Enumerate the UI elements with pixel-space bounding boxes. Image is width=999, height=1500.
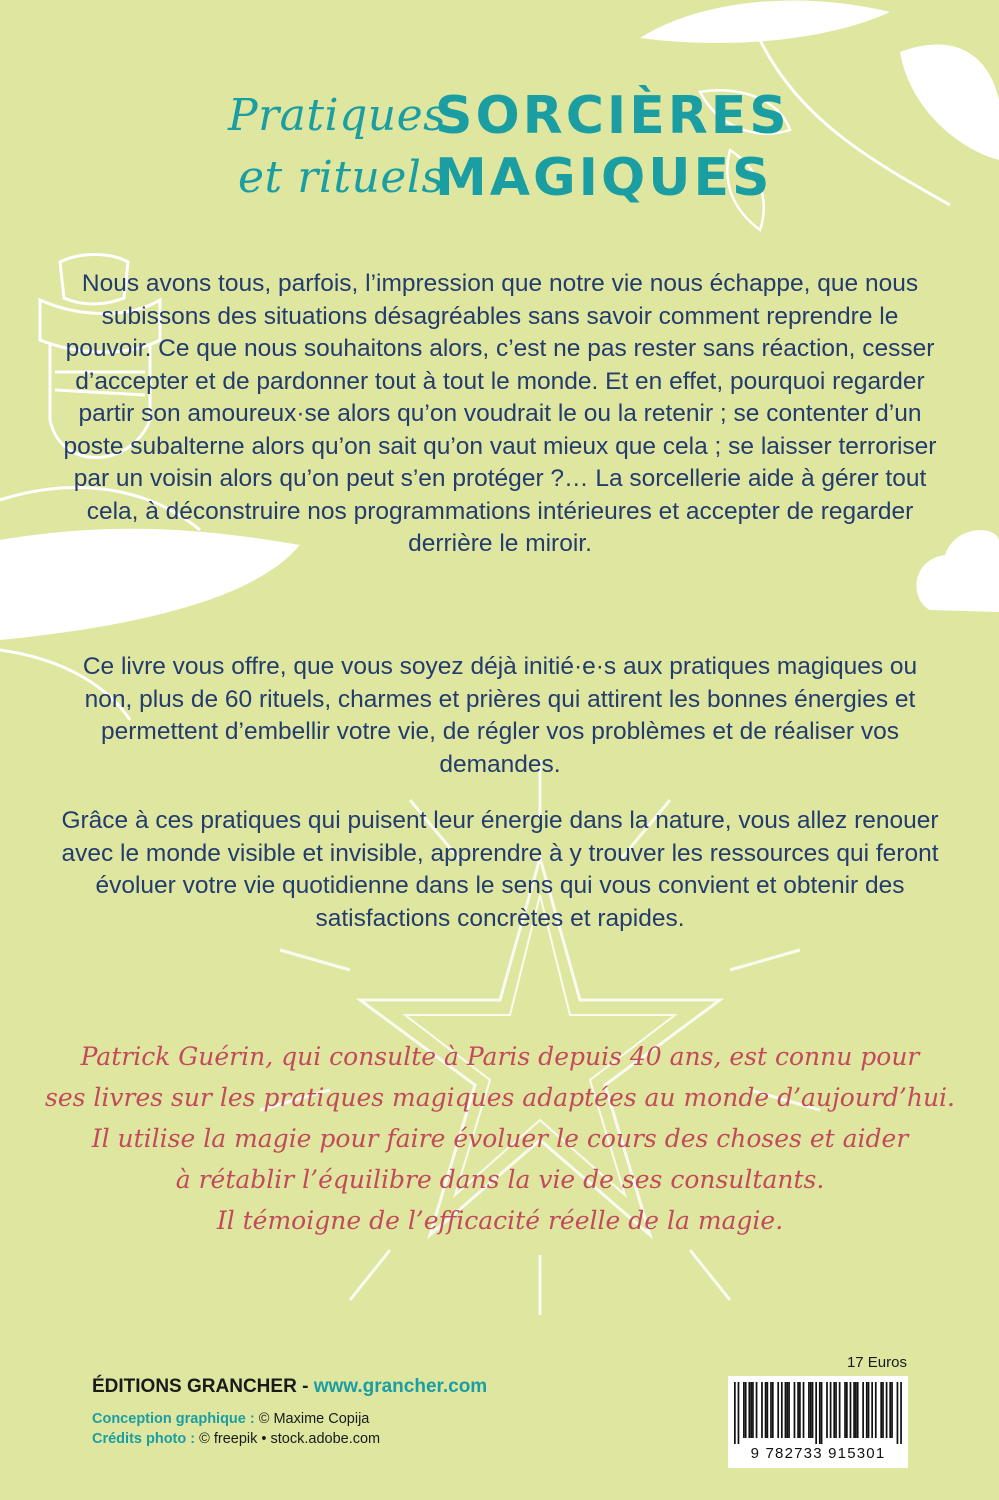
design-credit-label: Conception graphique : [92,1411,255,1427]
author-bio [40,1036,960,1241]
barcode-bar [799,1382,801,1438]
barcode-bar [786,1382,788,1438]
barcode-bar [871,1382,873,1438]
barcode-bar [765,1382,767,1438]
barcode-bar [830,1382,832,1438]
barcode-number: 9 782733 915301 [750,1445,886,1462]
price-label: 17 Euros [846,1354,907,1371]
description-paragraph-1-text: Nous avons tous, parfois, l’impression que notre vie nous échappe, que nous subissons des situations désagréables sans savoir comment reprendre le pouvoir. Ce que nous souhaitons alors, c’est ne pas rester sans réaction, cesser d’accepter et de pardonner tout à tout le monde. Et en effet, pourquoi regarder partir son amoureux·se alors qu’on voudrait le ou la retenir ; se contenter d’un poste subalterne alors qu’on sait qu’on vaut mieux que cela ; se laisser terroriser par un voisin alors qu’on peut s’en protéger ?… La sorcellerie aide à gérer tout cela, à déconstruire nos programmations intérieures et accepter de regarder derrière le miroir. [63,270,937,557]
barcode-bar [844,1382,846,1438]
barcode-bar [886,1382,888,1438]
barcode-bar [819,1382,821,1444]
barcode-bar [803,1382,805,1438]
barcode-bar [788,1382,790,1438]
barcode-bar [900,1382,902,1444]
barcode-bar [794,1382,796,1438]
author-bio-line: Patrick Guérin, qui consulte à Paris depuis 40 ans, est connu pour [80,1042,920,1071]
barcode-bar [815,1382,817,1444]
title-bold-line-2: MAGIQUES [435,148,773,208]
photo-credit-value: © freepik • stock.adobe.com [199,1431,381,1447]
author-bio-line: Il utilise la magie pour faire évoluer le cours des choses et aider [91,1124,909,1153]
barcode-bar [756,1382,758,1438]
title-bold-line-1: SORCIÈRES [435,86,790,146]
barcode-bar [752,1382,754,1438]
photo-credit [92,1431,380,1447]
barcode-bar [781,1382,783,1438]
barcode-bar [770,1382,772,1438]
barcode-bar [761,1382,763,1438]
description-paragraph-3-text: Grâce à ces pratiques qui puisent leur énergie dans la nature, vous allez renouer avec le monde visible et invisible, apprendre à y trouver les ressources qui feront évoluer votre vie quotidienne dans le sens qui vous convient et obtenir des satisfactions concrètes et rapides. [61,807,939,932]
description-paragraph-2-text: Ce livre vous offre, que vous soyez déjà initié·e·s aux pratiques magiques ou non, plus de 60 rituels, charmes et prières qui attirent les bonnes énergies et permettent d’embellir votre vie, de régler vos problèmes et de réaliser vos demandes. [82,653,918,778]
barcode-bar [839,1382,841,1438]
barcode-bar [833,1382,835,1438]
barcode-bar [785,1382,787,1438]
barcode-bar [850,1382,852,1438]
barcode-bar [797,1382,799,1438]
author-bio-line: à rétablir l’équilibre dans la vie de ses consultants. [175,1165,825,1194]
barcode-bar [889,1382,891,1438]
publisher-url: www.grancher.com [313,1376,488,1397]
barcode-bar [891,1382,893,1438]
barcode-bar [745,1382,747,1438]
barcode-bar [835,1382,837,1438]
author-bio-line: Il témoigne de l’efficacité réelle de la magie. [216,1206,784,1235]
barcode-bar [748,1382,750,1438]
barcode-bar [853,1382,855,1438]
isbn-barcode [728,1376,908,1468]
barcode-bar [880,1382,882,1438]
barcode-bar [855,1382,857,1438]
barcode-bar [734,1382,736,1444]
photo-credit-label: Crédits photo : [92,1431,196,1447]
title-script-line-2: et rituels [238,152,445,203]
barcode-bar [777,1382,779,1438]
barcode-bar [767,1382,769,1438]
barcode-bar [882,1382,884,1438]
barcode-bar [826,1382,828,1438]
barcode-bar [857,1382,859,1438]
description-paragraph-3 [60,805,940,935]
barcode-bar [821,1382,823,1444]
barcode-bar [866,1382,868,1438]
barcode-bar [772,1382,774,1438]
barcode-bar [897,1382,899,1444]
barcode-bar [846,1382,848,1438]
title-script-line-1: Pratiques [228,90,447,141]
barcode-bar [738,1382,740,1444]
author-bio-line: ses livres sur les pratiques magiques adaptées au monde d’aujourd’hui. [45,1083,955,1112]
barcode-bar [862,1382,864,1438]
design-credit-value: © Maxime Copija [258,1411,370,1427]
publisher-name: ÉDITIONS GRANCHER - [92,1376,309,1397]
barcode-bar [743,1382,745,1438]
barcode-bar [812,1382,814,1438]
barcode-bar [810,1382,812,1438]
barcode-bar [750,1382,752,1438]
description-paragraph-1 [60,268,940,561]
barcode-bars [734,1382,902,1444]
publisher-line [92,1376,487,1398]
barcode-bar [868,1382,870,1438]
barcode-bar [808,1382,810,1438]
description-paragraph-2 [60,651,940,781]
barcode-bar [875,1382,877,1438]
design-credit [92,1411,369,1427]
